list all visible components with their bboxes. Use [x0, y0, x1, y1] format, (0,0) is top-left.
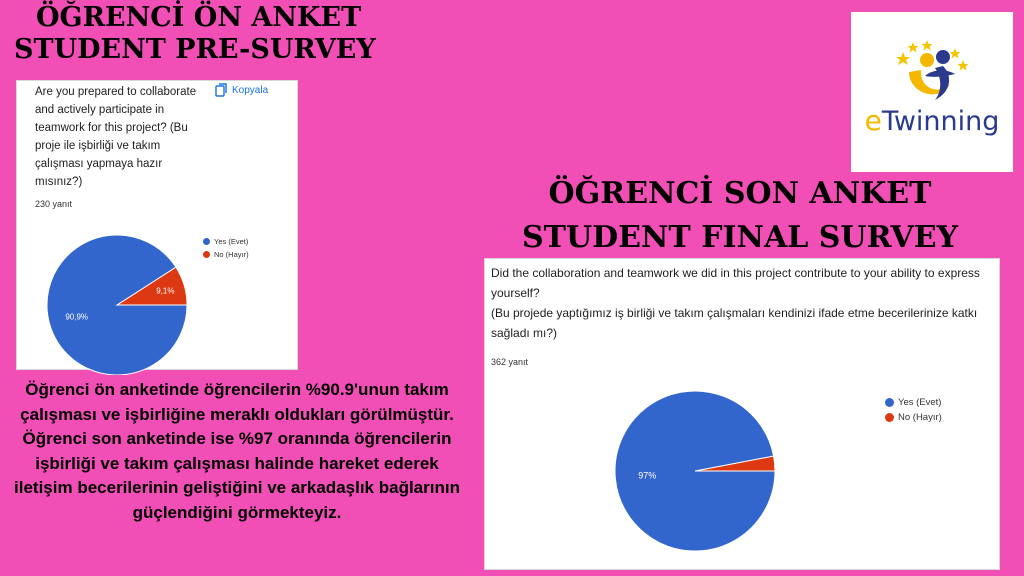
legend-dot-icon	[203, 238, 210, 245]
legend-label: No (Hayır)	[214, 250, 249, 259]
pre-survey-title-en: STUDENT PRE-SURVEY	[14, 33, 376, 65]
logo-twinning: Twinning	[881, 106, 1000, 137]
pre-survey-title	[14, 2, 414, 66]
final-response-count: 362 yanıt	[491, 357, 529, 367]
final-label-yes: 97%	[638, 470, 657, 481]
etwinning-figures-icon	[851, 12, 1013, 104]
logo-e: e	[864, 104, 882, 137]
etwinning-logo	[851, 12, 1013, 172]
final-survey-title-en: STUDENT FINAL SURVEY	[521, 219, 959, 255]
final-question-en: Did the collaboration and teamwork we did in this project contribute to your ability to express yourself?	[491, 266, 980, 300]
final-legend-item	[885, 397, 942, 408]
legend-dot-icon	[885, 398, 894, 407]
pre-label-yes: 90,9%	[65, 312, 89, 322]
pre-survey-legend	[203, 237, 249, 263]
pre-response-count: 230 yanıt	[35, 199, 73, 209]
final-question-tr: (Bu projede yaptığımız iş birliği ve takım çalışmaları kendinizi ifade etme becerilerinize katkı sağladı mı?)	[491, 306, 978, 340]
final-survey-title-tr: ÖĞRENCİ SON ANKET	[548, 176, 932, 211]
pre-slice-yes	[47, 235, 187, 375]
copy-label: Kopyala	[232, 84, 269, 96]
pre-legend-item	[203, 237, 249, 246]
final-survey-question	[491, 263, 991, 343]
legend-label: No (Hayır)	[898, 412, 942, 423]
pre-survey-question: Are you prepared to collaborate and actively participate in teamwork for this project? (Bu proje ile işbirliği ve takım çalışması yapmaya hazır mısınız?)	[35, 86, 197, 188]
pre-survey-title-tr: ÖĞRENCİ ÖN ANKET	[36, 2, 362, 33]
final-survey-pie-chart	[615, 391, 775, 551]
copy-icon	[215, 83, 228, 97]
pre-legend-item	[203, 250, 249, 259]
final-survey-legend	[885, 397, 942, 427]
summary-text: Öğrenci ön anketinde öğrencilerin %90.9'unun takım çalışması ve işbirliğine meraklı oldukları görülmüştür. Öğrenci son anketinde ise %97 oranında öğrencilerin işbirliği ve takım çalışması halinde hareket ederek iletişim becerilerinin geliştiğini ve arkadaşlık bağlarının güçlendiğini görmekteyiz.	[14, 380, 460, 522]
legend-label: Yes (Evet)	[898, 397, 942, 408]
final-survey-card	[484, 258, 1000, 570]
legend-label: Yes (Evet)	[214, 237, 249, 246]
etwinning-wordmark	[851, 104, 1013, 137]
copy-button[interactable]	[215, 83, 268, 97]
pre-label-no: 9,1%	[156, 286, 175, 296]
legend-dot-icon	[885, 413, 894, 422]
pre-survey-card	[16, 80, 298, 370]
final-legend-item	[885, 412, 942, 423]
pre-survey-pie-chart	[47, 235, 187, 375]
final-survey-title	[480, 172, 1000, 259]
legend-dot-icon	[203, 251, 210, 258]
